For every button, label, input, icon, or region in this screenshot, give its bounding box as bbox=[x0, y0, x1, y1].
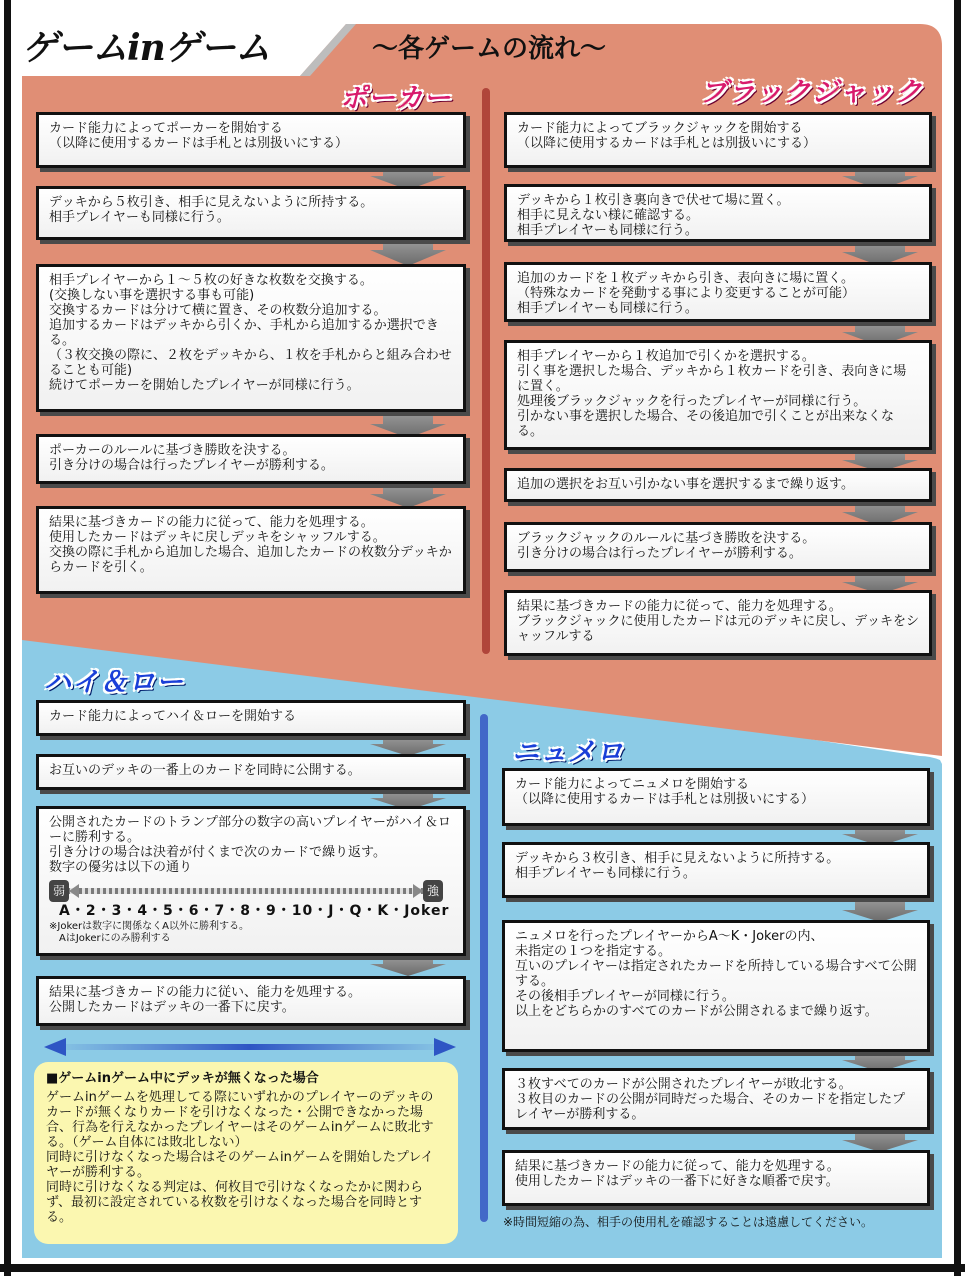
rank-order: A・2・3・4・5・6・7・8・9・10・J・Q・K・Joker bbox=[59, 903, 450, 919]
nimmt-step-text: ニュメロを行ったプレイヤーからA～K・Jokerの内、 未指定の１つを指定する。 互いのプレイヤーは指定されたカードを所持している場合すべて公開する。 その後相手プレイヤーが同様に行う。 以上をどちらかのすべてのカードが公開されるまで繰り返す。 bbox=[515, 929, 917, 1019]
nimmt-step-4 bbox=[502, 1068, 930, 1130]
page-title: ゲームinゲーム bbox=[22, 27, 270, 69]
arrow-left-icon bbox=[69, 884, 79, 898]
nimmt-step-5 bbox=[502, 1150, 930, 1206]
poker-step-5 bbox=[36, 506, 466, 594]
blackjack-step-text: カード能力によってブラックジャックを開始する （以降に使用するカードは手札とは別扱いにする） bbox=[517, 121, 817, 151]
blackjack-step-text: 相手プレイヤーから１枚追加で引くかを選択する。 引く事を選択した場合、デッキから１枚カードを引き、表向きに場に置く。 処理後ブラックジャックを行ったプレイヤーが同様に行う。 引かない事を選択した場合、その後追加で引くことが出来なくなる。 bbox=[517, 349, 907, 439]
nimmt-title: ニュメロ bbox=[512, 737, 624, 768]
arrow-right-icon bbox=[413, 884, 423, 898]
nimmt-step-3 bbox=[502, 920, 930, 1052]
blackjack-step-text: 追加の選択をお互い引かない事を選択するまで繰り返す。 bbox=[517, 477, 854, 492]
strong-badge: 強 bbox=[423, 880, 443, 902]
poker-step-2 bbox=[36, 186, 466, 240]
poker-step-text: ポーカーのルールに基づき勝敗を決する。 引き分けの場合は行ったプレイヤーが勝利する。 bbox=[49, 443, 334, 473]
nimmt-step-1 bbox=[502, 768, 930, 826]
highlow-step-text: 公開されたカードのトランプ部分の数字の高いプレイヤーがハイ＆ローに勝利する。 引き分けの場合は決着が付くまで次のカードで繰り返す。 数字の優劣は以下の通り bbox=[49, 815, 451, 875]
blackjack-step-text: デッキから１枚引き裏向きで伏せて場に置く。 相手に見えない様に確認する。 相手プレイヤーも同様に行う。 bbox=[517, 193, 790, 238]
poker-step-4 bbox=[36, 434, 466, 484]
blackjack-step-5 bbox=[504, 468, 932, 502]
poker-title: ポーカー bbox=[340, 83, 452, 114]
highlow-title: ハイ＆ロー bbox=[44, 667, 184, 698]
strength-scale bbox=[49, 880, 443, 902]
blackjack-step-1 bbox=[504, 112, 932, 168]
poker-step-text: カード能力によってポーカーを開始する （以降に使用するカードは手札とは別扱いにする） bbox=[49, 121, 349, 151]
blackjack-step-4 bbox=[504, 340, 932, 450]
deck-out-note bbox=[34, 1062, 458, 1244]
blackjack-step-text: ブラックジャックのルールに基づき勝敗を決する。 引き分けの場合は行ったプレイヤーが勝利する。 bbox=[517, 531, 816, 561]
highlow-step-3 bbox=[36, 806, 466, 956]
blackjack-step-7 bbox=[504, 590, 932, 656]
nimmt-step-text: カード能力によってニュメロを開始する （以降に使用するカードは手札とは別扱いにする） bbox=[515, 777, 815, 807]
blackjack-step-3 bbox=[504, 262, 932, 322]
highlow-step-text: カード能力によってハイ＆ローを開始する bbox=[49, 709, 297, 724]
column-divider-top bbox=[482, 88, 490, 654]
page-subtitle: ～各ゲームの流れ～ bbox=[372, 34, 607, 64]
highlow-step-2 bbox=[36, 754, 466, 790]
highlow-step-1 bbox=[36, 700, 466, 736]
nimmt-step-text: デッキから３枚引き、相手に見えないように所持する。 相手プレイヤーも同様に行う。 bbox=[515, 851, 840, 881]
poker-step-3 bbox=[36, 264, 466, 412]
note-body: ゲームinゲームを処理してる際にいずれかのプレイヤーのデッキのカードが無くなりカードを引けなくなった・公開できなかった場合、行為を行えなかったプレイヤーはそのゲームinゲームに敗北する。（ゲーム自体には敗北しない） 同時に引けなくなった場合はそのゲームinゲームを開始したプレイヤーが勝利する。 同時に引けなくなる判定は、何枚目で引けなくなったかに関わらず、最初に設定されている枚数を引けなくなった場合を同時とする。 bbox=[46, 1090, 434, 1225]
highlow-step-text: 結果に基づきカードの能力に従い、能力を処理する。 公開したカードはデッキの一番下に戻す。 bbox=[49, 985, 362, 1015]
poker-step-text: デッキから５枚引き、相手に見えないように所持する。 相手プレイヤーも同様に行う。 bbox=[49, 195, 374, 225]
blackjack-step-6 bbox=[504, 522, 932, 572]
poker-step-1 bbox=[36, 112, 466, 168]
blackjack-step-text: 追加のカードを１枚デッキから引き、表向きに場に置く。 （特殊なカードを発動する事により変更することが可能） 相手プレイヤーも同様に行う。 bbox=[517, 271, 856, 316]
blackjack-title: ブラックジャック bbox=[700, 77, 923, 108]
nimmt-step-text: ３枚すべてのカードが公開されたプレイヤーが敗北する。 ３枚目のカードの公開が同時だった場合、そのカードを指定したプレイヤーが勝利する。 bbox=[515, 1077, 906, 1122]
nimmt-step-text: 結果に基づきカードの能力に従って、能力を処理する。 使用したカードはデッキの一番下に好きな順番で戻す。 bbox=[515, 1159, 840, 1189]
weak-badge: 弱 bbox=[49, 880, 69, 902]
highlow-step-text: お互いのデッキの一番上のカードを同時に公開する。 bbox=[49, 763, 361, 778]
blackjack-step-2 bbox=[504, 184, 932, 242]
poker-step-text: 相手プレイヤーから１～５枚の好きな枚数を交換する。 (交換しない事を選択する事も可能) 交換するカードは分けて横に置き、その枚数分追加する。 追加するカードはデッキから引くか、手札から追加するか選択できる。 （３枚交換の際に、２枚をデッキから、１枚を手札からと組み合わせることも可能) 続けてポーカーを開始したプレイヤーが同様に行う。 bbox=[49, 273, 452, 393]
nimmt-step-2 bbox=[502, 842, 930, 898]
nimmt-footnote: ※時間短縮の為、相手の使用札を確認することは遠慮してください。 bbox=[503, 1215, 874, 1229]
blackjack-step-text: 結果に基づきカードの能力に従って、能力を処理する。 ブラックジャックに使用したカードは元のデッキに戻し、デッキをシャッフルする bbox=[517, 599, 919, 644]
note-title: ■ゲームinゲーム中にデッキが無くなった場合 bbox=[46, 1071, 319, 1086]
poker-step-text: 結果に基づきカードの能力に従って、能力を処理する。 使用したカードはデッキに戻しデッキをシャッフルする。 交換の際に手札から追加した場合、追加したカードの枚数分デッキからカードを引く。 bbox=[49, 515, 452, 575]
highlow-step-4 bbox=[36, 976, 466, 1026]
strength-bar bbox=[67, 888, 425, 894]
column-divider-bottom bbox=[480, 714, 488, 1222]
rank-note: ※Jokerは数字に関係なくA以外に勝利する。 AはJokerにのみ勝利する bbox=[49, 921, 249, 944]
